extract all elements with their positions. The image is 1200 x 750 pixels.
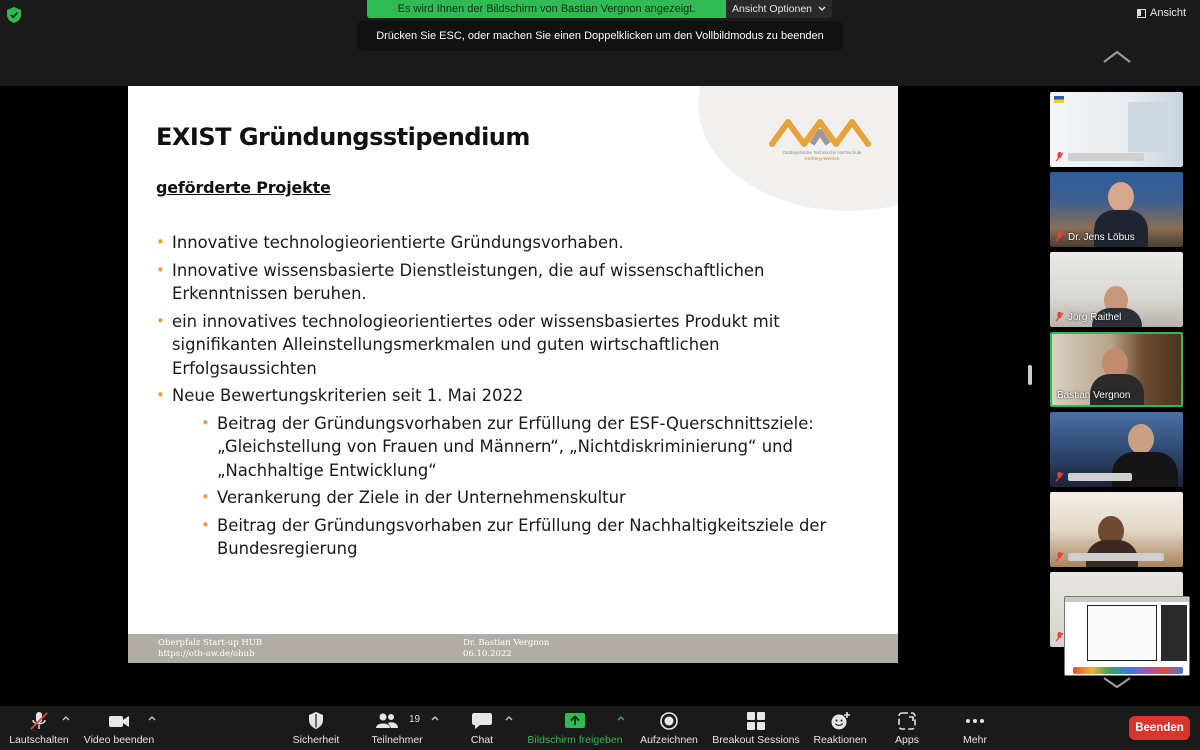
- breakout-grid-icon: [745, 712, 767, 730]
- view-options-label: Ansicht Optionen: [732, 3, 813, 15]
- security-label: Sicherheit: [292, 734, 340, 746]
- thumbnail-menubar: [1065, 597, 1190, 602]
- more-button[interactable]: [948, 706, 1002, 750]
- sub-bullet-item: • Beitrag der Gründungsvorhaben zur Erfüllung der Nachhaltigkeitsziele der Bundesregierung: [156, 514, 866, 561]
- view-options-dropdown[interactable]: [726, 0, 832, 18]
- participant-tile[interactable]: [1050, 252, 1183, 327]
- logo-text-line1: Ostbayerische Technische Hochschule: [782, 150, 862, 155]
- smiley-plus-icon: [829, 712, 851, 730]
- redacted-name: [1068, 153, 1144, 161]
- background-logo: [1128, 102, 1168, 152]
- video-camera-icon: [108, 712, 130, 730]
- security-button[interactable]: [282, 706, 350, 750]
- strip-resize-handle[interactable]: [1028, 365, 1032, 385]
- view-label: Ansicht: [1150, 7, 1187, 19]
- sub-bullet-item: • Beitrag der Gründungsvorhaben zur Erfüllung der ESF-Querschnittsziele: „Gleichstellung von Frauen und Männern“, „Nichtdiskriminierung“ und „Nachhaltige Entwicklung“: [156, 412, 866, 483]
- record-button[interactable]: [634, 706, 704, 750]
- share-banner: Es wird Ihnen der Bildschirm von Bastian Vergnon angezeigt.: [367, 0, 726, 18]
- thumbnail-panel: [1161, 605, 1187, 661]
- unmute-label: Lautschalten: [9, 734, 69, 746]
- footer-org: Oberpfalz Start-up HUB: [158, 638, 263, 648]
- video-options-caret-icon[interactable]: [148, 715, 156, 721]
- end-meeting-button[interactable]: Beenden: [1129, 716, 1190, 740]
- view-button[interactable]: [1137, 7, 1186, 19]
- shield-check-icon[interactable]: [7, 7, 21, 23]
- participant-tile-active-speaker[interactable]: [1050, 332, 1183, 407]
- breakout-sessions-label: Breakout Sessions: [712, 734, 800, 746]
- redacted-name: [1068, 553, 1164, 561]
- participants-icon: [376, 712, 398, 730]
- mic-muted-icon: [1055, 152, 1064, 162]
- participants-button[interactable]: [362, 706, 432, 750]
- participants-label: Teilnehmer: [371, 734, 423, 746]
- participant-tile[interactable]: [1050, 492, 1183, 567]
- stop-video-button[interactable]: [80, 706, 158, 750]
- chat-button[interactable]: [456, 706, 508, 750]
- more-label: Mehr: [963, 734, 987, 746]
- participant-name: Dr. Jens Löbus: [1068, 232, 1135, 243]
- chat-bubble-icon: [471, 712, 493, 730]
- apps-label: Apps: [895, 734, 919, 746]
- footer-left: [158, 638, 262, 660]
- participant-tile[interactable]: [1050, 92, 1183, 167]
- mic-muted-icon: [1055, 232, 1064, 242]
- chevron-down-icon[interactable]: [1102, 676, 1132, 690]
- bullet-item: • Innovative wissensbasierte Dienstleistungen, die auf wissenschaftlichen Erkenntnissen beruhen.: [156, 259, 866, 306]
- participant-name: Jörg Raithel: [1068, 312, 1122, 323]
- record-icon: [658, 712, 680, 730]
- bullet-item: • Innovative technologieorientierte Gründungsvorhaben.: [156, 231, 866, 255]
- chevron-down-icon: [818, 6, 826, 12]
- meeting-toolbar: [0, 706, 1200, 750]
- slide-footer: [128, 634, 898, 663]
- participant-count: 19: [409, 714, 421, 725]
- mic-muted-icon: [1055, 552, 1064, 562]
- slide-subtitle: geförderte Projekte: [156, 178, 331, 197]
- sub-bullet-item: • Verankerung der Ziele in der Unternehmenskultur: [156, 486, 866, 510]
- audio-options-caret-icon[interactable]: [62, 715, 70, 721]
- redacted-name: [1068, 473, 1132, 481]
- footer-right: [463, 638, 549, 660]
- screen-share-thumbnail[interactable]: [1064, 596, 1190, 676]
- share-options-caret-icon[interactable]: [617, 715, 625, 721]
- mic-muted-icon: [28, 712, 50, 730]
- flag-icon: [1054, 96, 1064, 103]
- shared-slide: [128, 86, 898, 663]
- chat-label: Chat: [470, 734, 494, 746]
- share-screen-icon: [564, 712, 586, 730]
- participant-name: Bastian Vergnon: [1057, 390, 1131, 401]
- reactions-label: Reaktionen: [813, 734, 867, 746]
- participant-video: [1128, 424, 1154, 454]
- top-bar: [0, 0, 1200, 86]
- participant-tile[interactable]: [1050, 172, 1183, 247]
- shield-icon: [305, 712, 327, 730]
- slide-title: EXIST Gründungsstipendium: [156, 123, 530, 151]
- participant-video: [1108, 182, 1134, 212]
- more-dots-icon: [964, 712, 986, 730]
- reactions-button[interactable]: [808, 706, 872, 750]
- breakout-sessions-button[interactable]: [708, 706, 804, 750]
- thumbnail-dock: [1073, 667, 1183, 674]
- stop-video-label: Video beenden: [83, 734, 155, 746]
- share-screen-label: Bildschirm freigeben: [527, 734, 623, 746]
- layout-icon: [1137, 9, 1146, 18]
- apps-button[interactable]: [880, 706, 934, 750]
- logo-text-line2: Amberg-Weiden: [804, 156, 840, 161]
- mic-muted-icon: [1055, 472, 1064, 482]
- record-label: Aufzeichnen: [640, 734, 698, 746]
- chat-options-caret-icon[interactable]: [505, 715, 513, 721]
- bullet-item: • ein innovatives technologieorientiertes oder wissensbasiertes Produkt mit signifikanten Alleinstellungsmerkmalen und guten wirtschaftlichen Erfolgsaussichten: [156, 310, 866, 381]
- share-screen-button[interactable]: [522, 706, 628, 750]
- mic-muted-icon: [1055, 632, 1064, 642]
- mic-muted-icon: [1055, 312, 1064, 322]
- oth-logo-mark-icon: [768, 114, 872, 150]
- footer-author: Dr. Bastian Vergnon: [463, 638, 550, 648]
- participant-body: [1112, 452, 1178, 487]
- fullscreen-exit-notice: Drücken Sie ESC, oder machen Sie einen Doppelklicken um den Vollbildmodus zu beenden: [357, 21, 843, 51]
- participants-options-caret-icon[interactable]: [431, 715, 439, 721]
- footer-date: 06.10.2022: [463, 649, 512, 659]
- bullet-item: • Neue Bewertungskriterien seit 1. Mai 2022: [156, 384, 866, 408]
- apps-icon: [896, 712, 918, 730]
- participant-tile[interactable]: [1050, 412, 1183, 487]
- unmute-button[interactable]: [0, 706, 78, 750]
- oth-logo: [768, 114, 872, 172]
- footer-url: https://oth-aw.de/ohub: [158, 649, 255, 659]
- chevron-up-icon[interactable]: [1102, 48, 1132, 66]
- slide-bullet-list: [156, 231, 866, 565]
- thumbnail-slide: [1087, 605, 1157, 661]
